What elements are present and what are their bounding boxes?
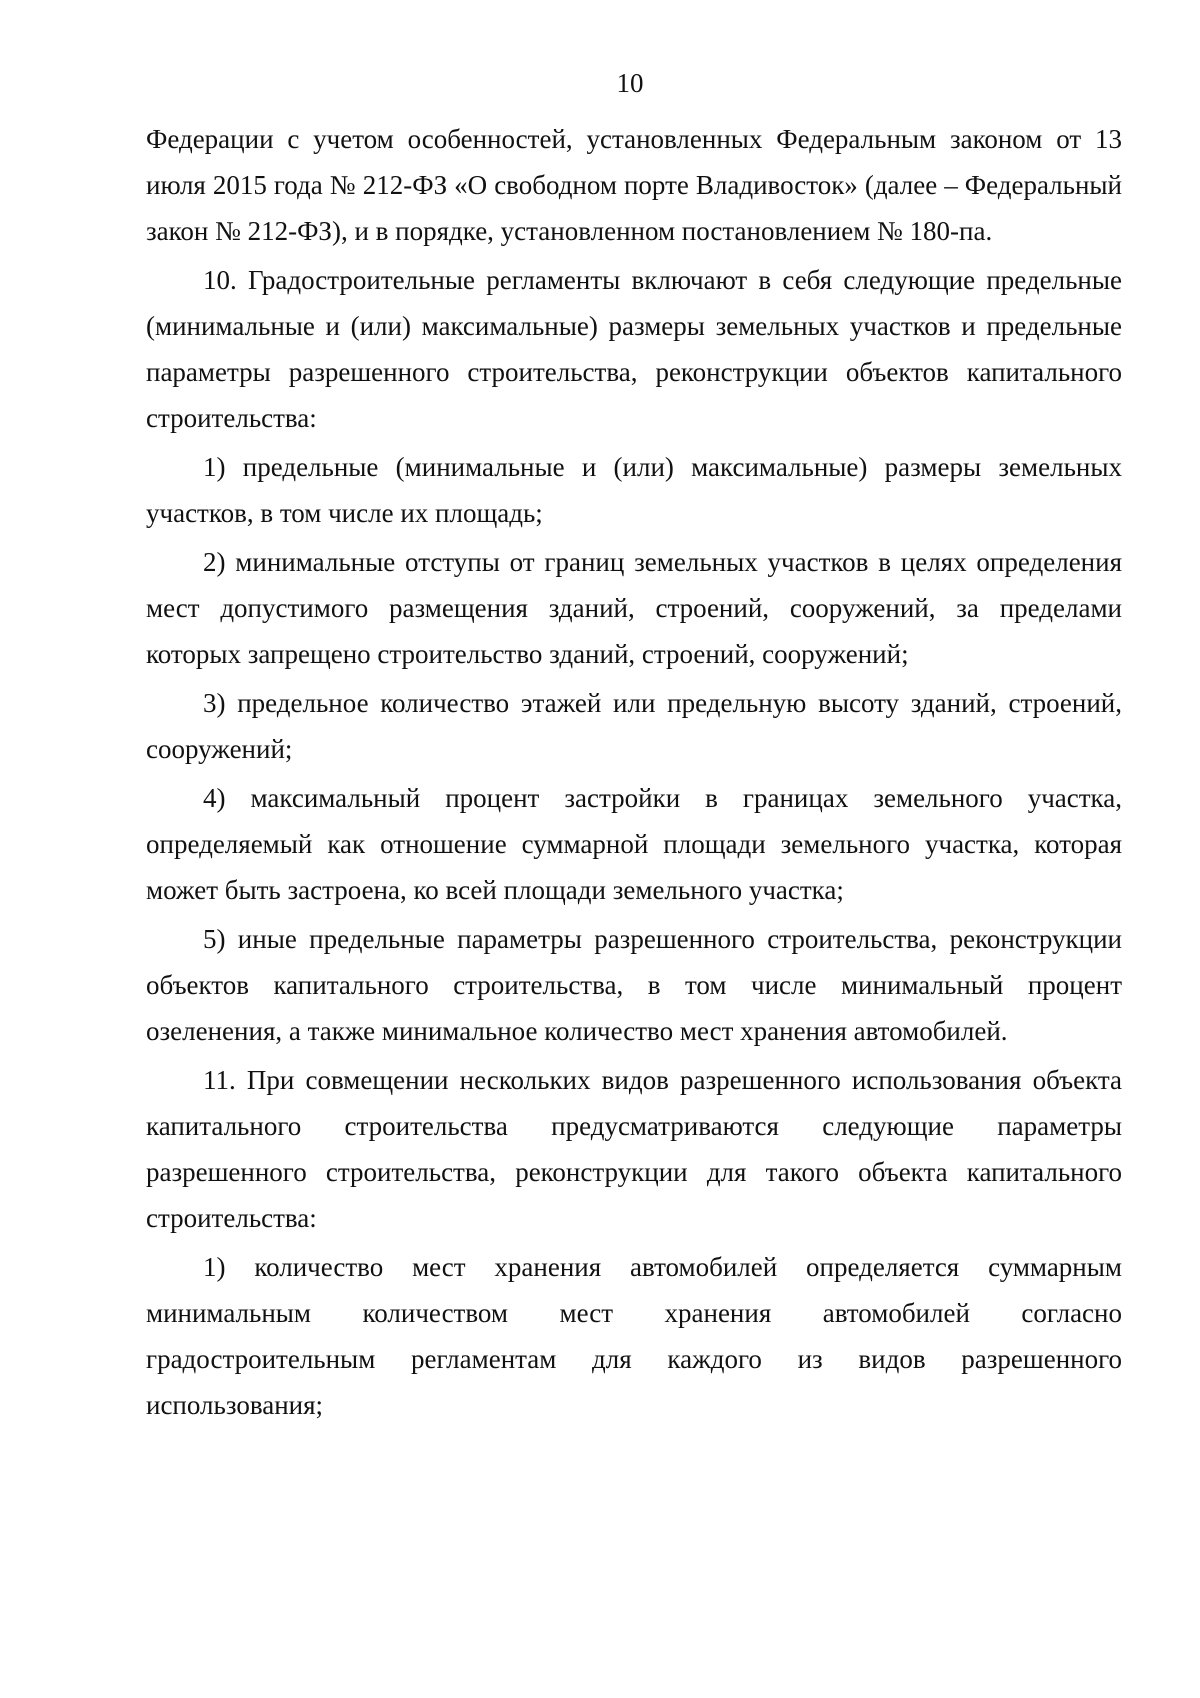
paragraph-10-subitem-3: 3) предельное количество этажей или предельную высоту зданий, строений, сооружений; <box>146 688 1122 764</box>
paragraph-continuation: Федерации с учетом особенностей, установленных Федеральным законом от 13 июля 2015 года № 212-ФЗ «О свободном порте Владивосток» (далее – Федеральный закон № 212-ФЗ), и в порядке, установленном постановлением № 180-па. <box>146 124 1122 246</box>
paragraph-item-10: 10. Градостроительные регламенты включают в себя следующие предельные (минимальные и (или) максимальные) размеры земельных участков и предельные параметры разрешенного строительства, реконструкции объектов капитального строительства: <box>146 265 1122 433</box>
paragraph-11-subitem-1: 1) количество мест хранения автомобилей определяется суммарным минимальным количеством мест хранения автомобилей согласно градостроительным регламентам для каждого из видов разрешенного использования; <box>146 1252 1122 1420</box>
paragraph-10-subitem-4: 4) максимальный процент застройки в границах земельного участка, определяемый как отношение суммарной площади земельного участка, которая может быть застроена, ко всей площади земельного участка; <box>146 783 1122 905</box>
paragraph-10-subitem-1: 1) предельные (минимальные и (или) максимальные) размеры земельных участков, в том числе их площадь; <box>146 452 1122 528</box>
paragraph-item-11: 11. При совмещении нескольких видов разрешенного использования объекта капитального строительства предусматриваются следующие параметры разрешенного строительства, реконструкции для такого объекта капитального строительства: <box>146 1065 1122 1233</box>
page-number: 10 <box>616 68 644 98</box>
paragraph-10-subitem-5: 5) иные предельные параметры разрешенного строительства, реконструкции объектов капитального строительства, в том числе минимальный процент озеленения, а также минимальное количество мест хранения автомобилей. <box>146 924 1122 1046</box>
document-body <box>146 116 1122 1428</box>
paragraph-10-subitem-2: 2) минимальные отступы от границ земельных участков в целях определения мест допустимого размещения зданий, строений, сооружений, за пределами которых запрещено строительство зданий, строений, сооружений; <box>146 547 1122 669</box>
